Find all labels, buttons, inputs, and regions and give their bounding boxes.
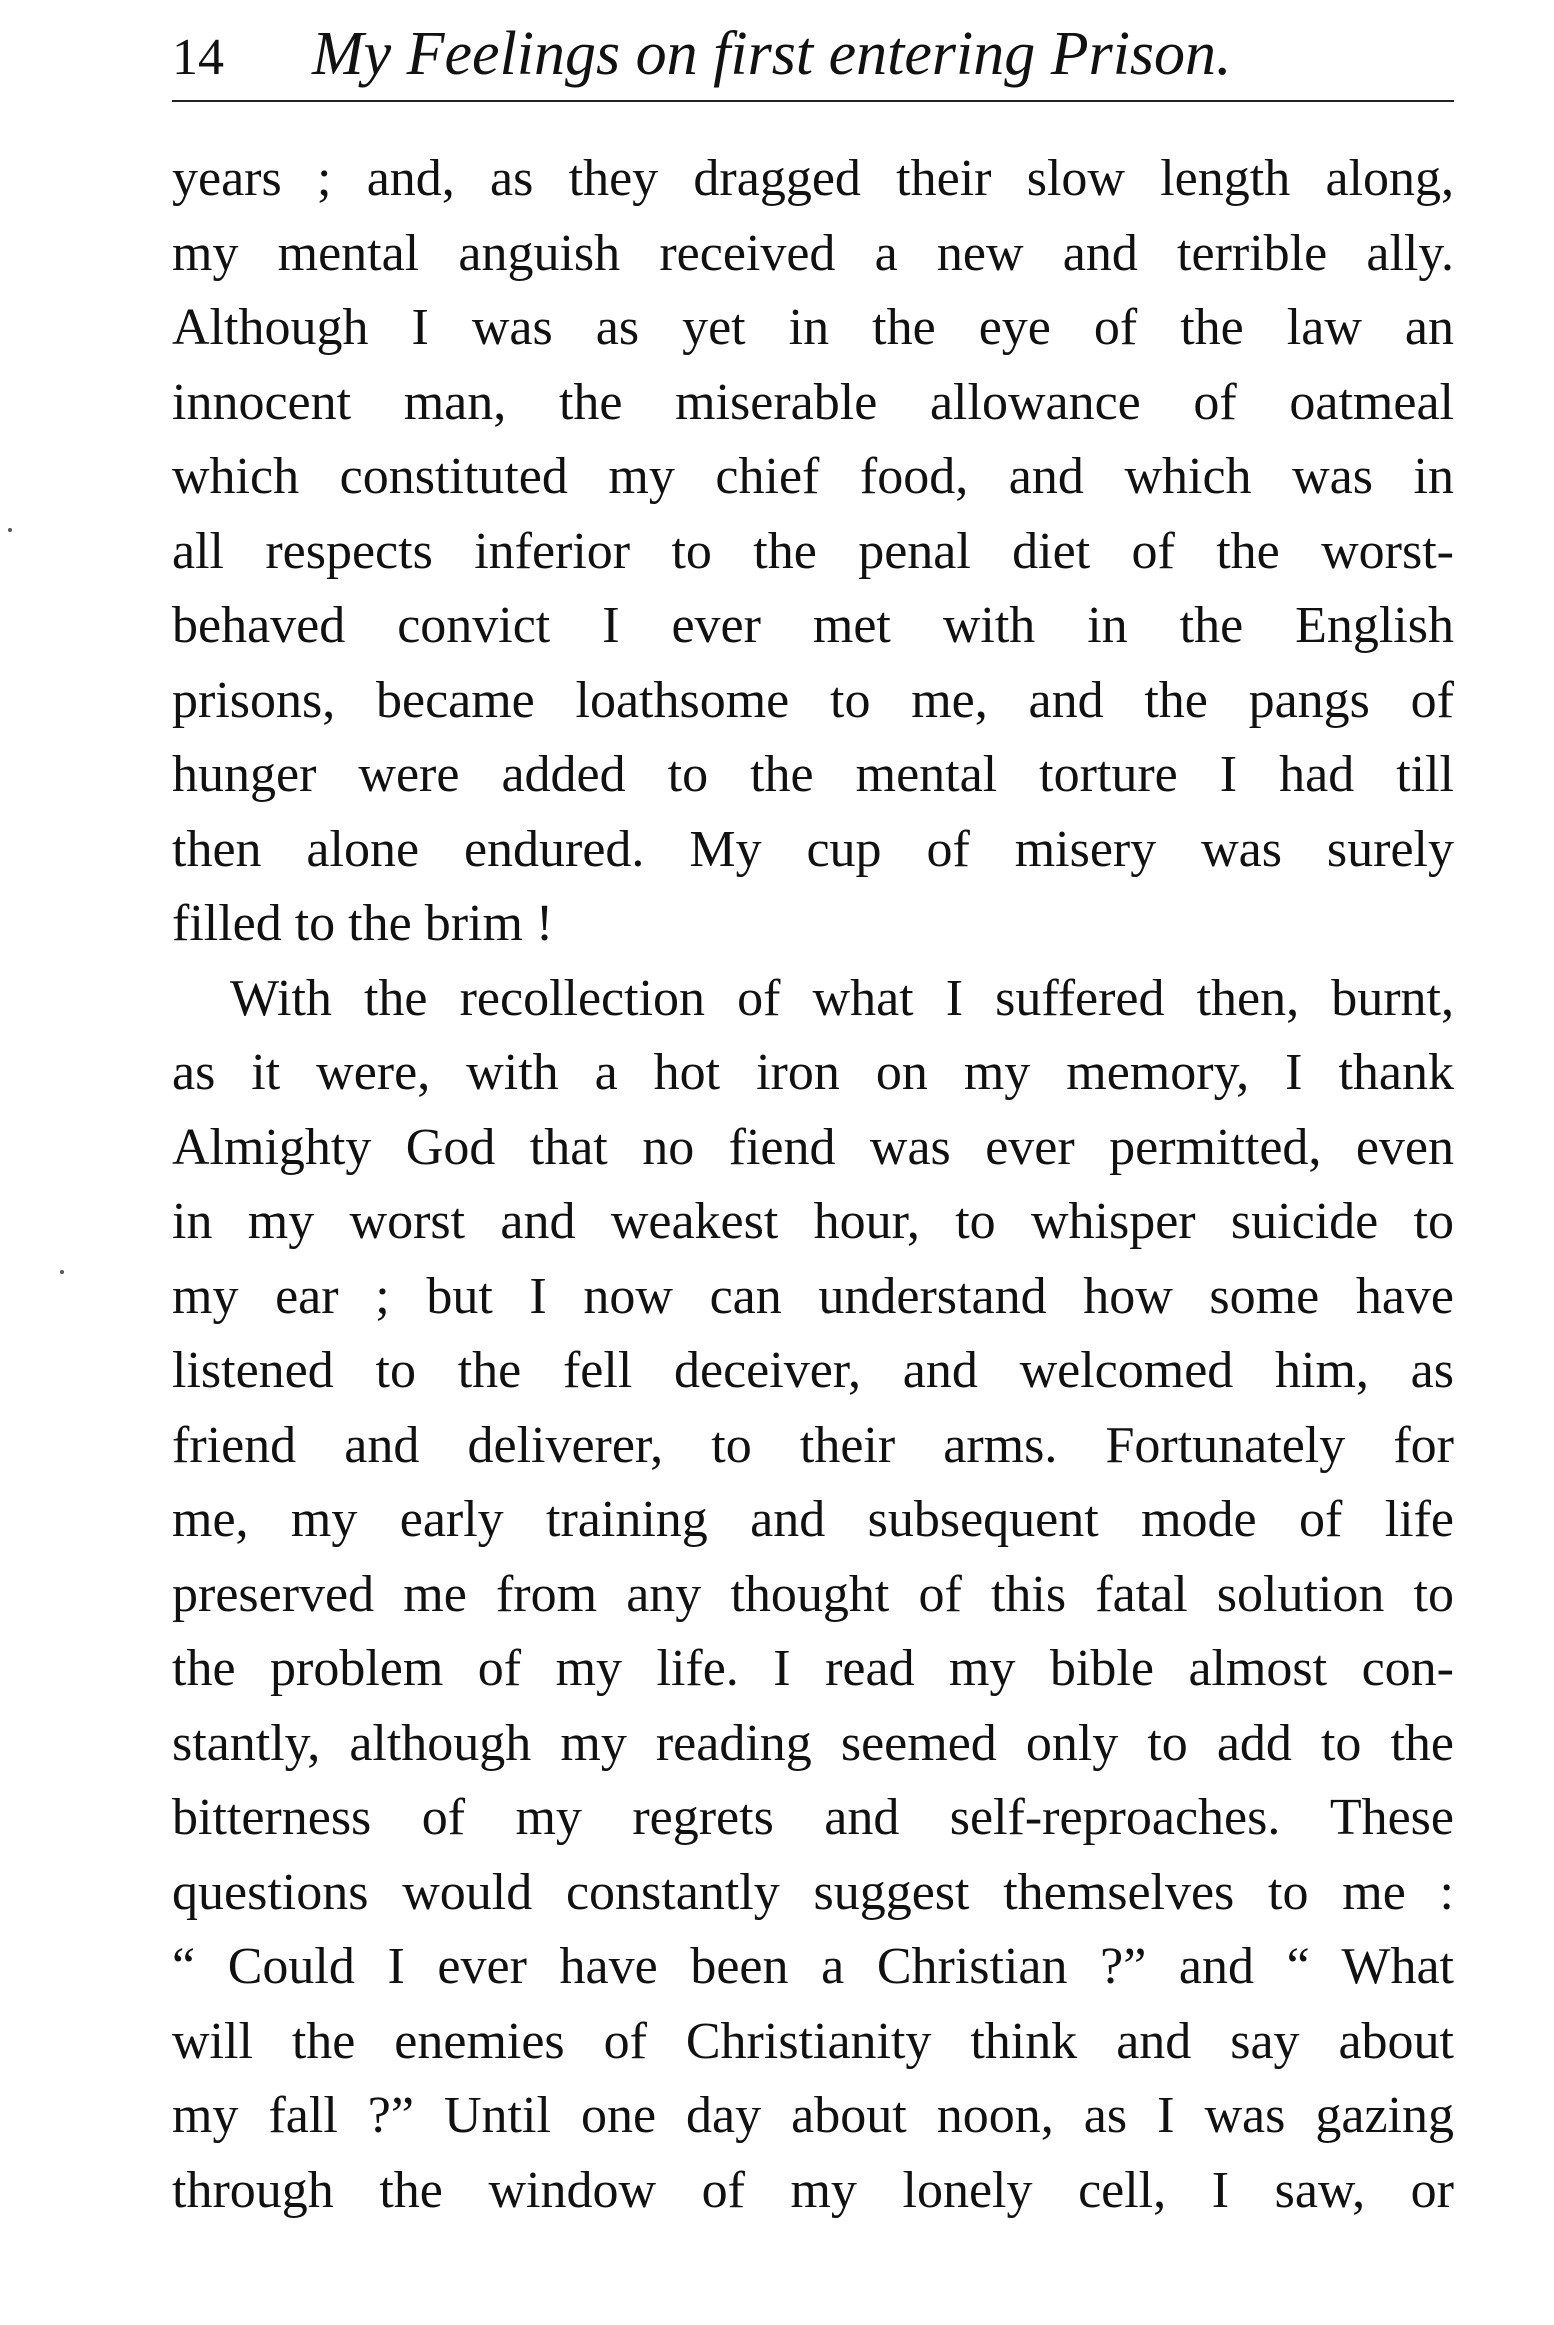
text-line: prisons, became loathsome to me, and the pangs of [172,671,1454,729]
text-line: preserved me from any thought of this fatal solution to [172,1565,1454,1623]
print-speck [8,528,12,532]
chapter-title: My Feelings on first entering Prison. [312,20,1232,88]
text-line: questions would constantly suggest themselves to me : [172,1863,1454,1921]
text-line: me, my early training and subsequent mode of life [172,1491,1454,1548]
text-line: all respects inferior to the penal diet of the worst- [172,522,1454,580]
paragraph-start-line: With the recollection of what I suffered then, burnt, [230,969,1454,1027]
text-line: will the enemies of Christianity think and say about [172,2012,1454,2070]
text-line: “ Could I ever have been a Christian ?” and “ What [172,1938,1454,1995]
text-line: the problem of my life. I read my bible almost con- [172,1640,1454,1697]
text-line: as it were, with a hot iron on my memory, I thank [172,1044,1454,1101]
header-rule [172,100,1454,102]
text-line: innocent man, the miserable allowance of oatmeal [172,373,1454,431]
text-line: my fall ?” Until one day about noon, as I was gazing [172,2087,1454,2144]
text-line: through the window of my lonely cell, I saw, or [172,2161,1454,2219]
text-line: stantly, although my reading seemed only to add to the [172,1714,1454,1772]
text-line: which constituted my chief food, and which was in [172,448,1454,505]
page-number: 14 [172,29,224,86]
text-line: hunger were added to the mental torture I had till [172,746,1454,803]
text-line: friend and deliverer, to their arms. Fortunately for [172,1416,1454,1474]
text-line: my ear ; but I now can understand how some have [172,1267,1454,1325]
text-line: in my worst and weakest hour, to whisper suicide to [172,1193,1454,1250]
text-line: then alone endured. My cup of misery was surely [172,820,1454,878]
text-line: Almighty God that no fiend was ever permitted, even [172,1118,1454,1176]
text-line: bitterness of my regrets and self-reproaches. These [172,1789,1454,1846]
text-line: behaved convict I ever met with in the English [172,597,1454,654]
text-line: listened to the fell deceiver, and welcomed him, as [172,1342,1454,1399]
text-line: my mental anguish received a new and terrible ally. [172,224,1454,282]
text-line: Although I was as yet in the eye of the law an [172,299,1454,356]
text-line: years ; and, as they dragged their slow length along, [172,150,1454,207]
print-speck [60,1270,64,1274]
running-head [172,18,1454,96]
body-text [172,142,1454,2228]
paragraph-end-line: filled to the brim ! [172,895,554,952]
